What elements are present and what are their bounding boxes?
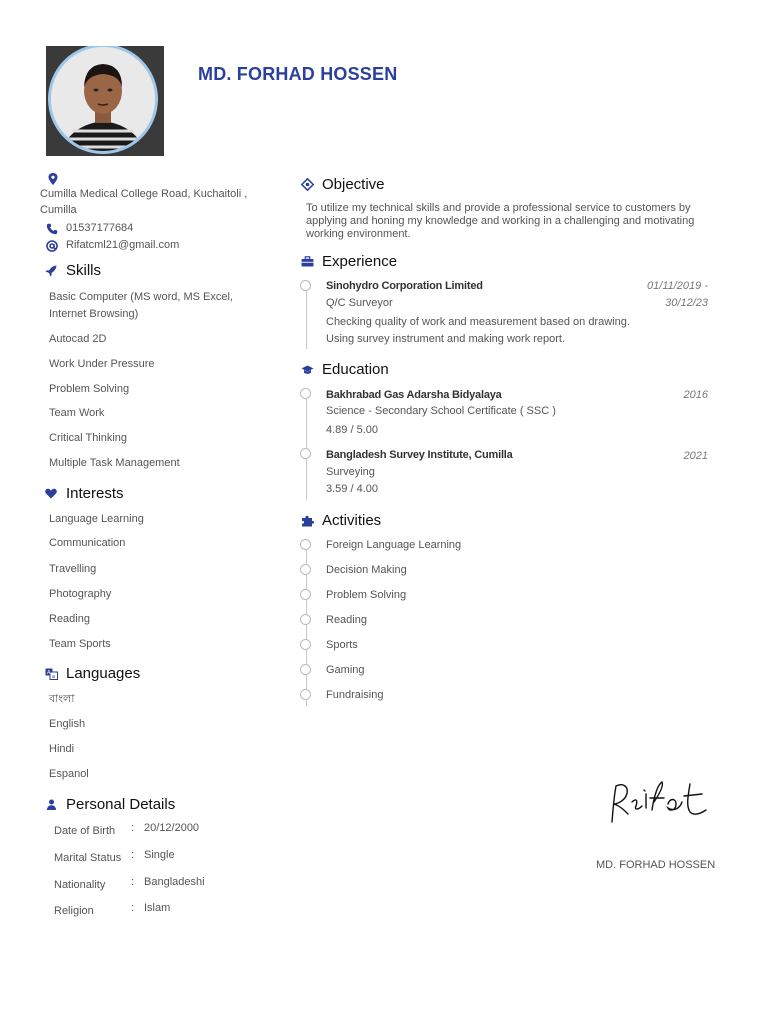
dob-value: 20/12/2000 xyxy=(144,822,200,834)
heart-icon xyxy=(44,487,58,501)
contact-email[interactable]: Rifatcml21@gmail.com xyxy=(66,239,180,251)
signature xyxy=(604,776,714,835)
timeline-dot xyxy=(300,388,311,399)
interests-title: Interests xyxy=(66,485,124,502)
activities-title: Activities xyxy=(322,512,382,529)
skills-heading xyxy=(44,262,101,279)
briefcase-icon xyxy=(300,255,314,269)
nationality-label: Nationality xyxy=(54,879,106,891)
timeline-dot xyxy=(300,448,311,459)
education-school: Bangladesh Survey Institute, Cumilla xyxy=(326,449,513,461)
puzzle-icon xyxy=(300,514,314,528)
religion-label: Religion xyxy=(54,905,94,917)
activities-heading xyxy=(300,512,381,529)
experience-date-start: 01/11/2019 - xyxy=(647,280,708,292)
timeline-dot xyxy=(300,589,311,600)
language-item: Hindi xyxy=(49,743,75,755)
interest-item: Photography xyxy=(49,588,112,600)
person-icon xyxy=(44,798,58,812)
activity-item: Gaming xyxy=(326,664,365,676)
experience-details: Checking quality of work and measurement based on drawing. xyxy=(326,316,630,328)
colon: : xyxy=(131,876,135,888)
timeline-dot xyxy=(300,280,311,291)
page-title: MD. FORHAD HOSSEN xyxy=(198,64,398,84)
activity-item: Reading xyxy=(326,614,367,626)
timeline-dot xyxy=(300,689,311,700)
interest-item: Travelling xyxy=(49,563,97,575)
language-item: English xyxy=(49,718,86,730)
interests-heading xyxy=(44,485,124,502)
personal-details-heading xyxy=(44,796,175,813)
education-school: Bakhrabad Gas Adarsha Bidyalaya xyxy=(326,389,502,401)
education-heading xyxy=(300,361,389,378)
svg-text:A: A xyxy=(46,669,50,676)
skills-title: Skills xyxy=(66,262,102,279)
dob-label: Date of Birth xyxy=(54,825,116,837)
profile-photo xyxy=(46,46,164,156)
experience-role: Q/C Surveyor xyxy=(326,297,393,309)
email-icon xyxy=(46,239,58,257)
objective-heading xyxy=(300,176,385,193)
skill-item: Problem Solving xyxy=(49,383,130,395)
interest-item: Communication xyxy=(49,537,126,549)
contact-phone[interactable]: 01537177684 xyxy=(66,222,134,234)
rocket-icon xyxy=(44,264,58,278)
colon: : xyxy=(131,902,135,914)
languages-heading xyxy=(44,665,140,682)
objective-text: To utilize my technical skills and provide a professional service to customers by applying and honing my knowledge and working in a challenging and motivating working environment. xyxy=(306,202,695,240)
timeline-dot xyxy=(300,614,311,625)
crosshair-icon xyxy=(300,178,314,192)
education-year: 2021 xyxy=(683,450,708,462)
marital-status-label: Marital Status xyxy=(54,852,122,864)
activity-item: Problem Solving xyxy=(326,589,407,601)
skill-item: Work Under Pressure xyxy=(49,358,155,370)
experience-heading xyxy=(300,253,397,270)
personal-details-title: Personal Details xyxy=(66,796,176,813)
education-program: Surveying xyxy=(326,466,375,478)
handwritten-signature-icon xyxy=(604,776,714,830)
experience-title: Experience xyxy=(322,253,398,270)
activity-item: Sports xyxy=(326,639,358,651)
timeline-line xyxy=(306,291,307,349)
education-title: Education xyxy=(322,361,389,378)
skill-item: Multiple Task Management xyxy=(49,457,180,469)
activity-item: Foreign Language Learning xyxy=(326,539,462,551)
translate-icon xyxy=(44,667,58,681)
interest-item: Team Sports xyxy=(49,638,111,650)
languages-title: Languages xyxy=(66,665,141,682)
religion-value: Islam xyxy=(144,902,171,914)
nationality-value: Bangladeshi xyxy=(144,876,205,888)
svg-text:a: a xyxy=(51,673,55,680)
education-grade: 3.59 / 4.00 xyxy=(326,483,378,495)
contact-address: Cumilla Medical College Road, Kuchaitoli , Cumilla xyxy=(40,188,248,216)
colon: : xyxy=(131,822,135,834)
activity-item: Fundraising xyxy=(326,689,384,701)
language-item: Espanol xyxy=(49,768,89,780)
timeline-dot xyxy=(300,639,311,650)
graduation-cap-icon xyxy=(300,363,314,377)
colon: : xyxy=(131,849,135,861)
timeline-dot xyxy=(300,539,311,550)
education-grade: 4.89 / 5.00 xyxy=(326,424,378,436)
experience-details: Using survey instrument and making work report. xyxy=(326,333,566,345)
skill-item: Team Work xyxy=(49,407,105,419)
skill-item: Basic Computer (MS word, MS Excel, Internet Browsing) xyxy=(49,291,233,320)
timeline-dot xyxy=(300,664,311,675)
activity-item: Decision Making xyxy=(326,564,407,576)
skill-item: Autocad 2D xyxy=(49,333,107,345)
experience-date-end: 30/12/23 xyxy=(665,297,708,309)
experience-company: Sinohydro Corporation Limited xyxy=(326,280,483,292)
avatar xyxy=(48,46,158,154)
person-portrait-icon xyxy=(51,47,155,151)
timeline-dot xyxy=(300,564,311,575)
interest-item: Language Learning xyxy=(49,513,144,525)
interest-item: Reading xyxy=(49,613,90,625)
phone-icon xyxy=(46,222,58,240)
experience-date xyxy=(647,278,708,312)
language-item: বাংলা xyxy=(49,693,75,705)
signature-name: MD. FORHAD HOSSEN xyxy=(596,859,716,871)
skill-item: Critical Thinking xyxy=(49,432,128,444)
objective-title: Objective xyxy=(322,176,385,193)
marital-status-value: Single xyxy=(144,849,175,861)
education-year: 2016 xyxy=(683,389,708,401)
education-program: Science - Secondary School Certificate ( SSC ) xyxy=(326,405,556,417)
